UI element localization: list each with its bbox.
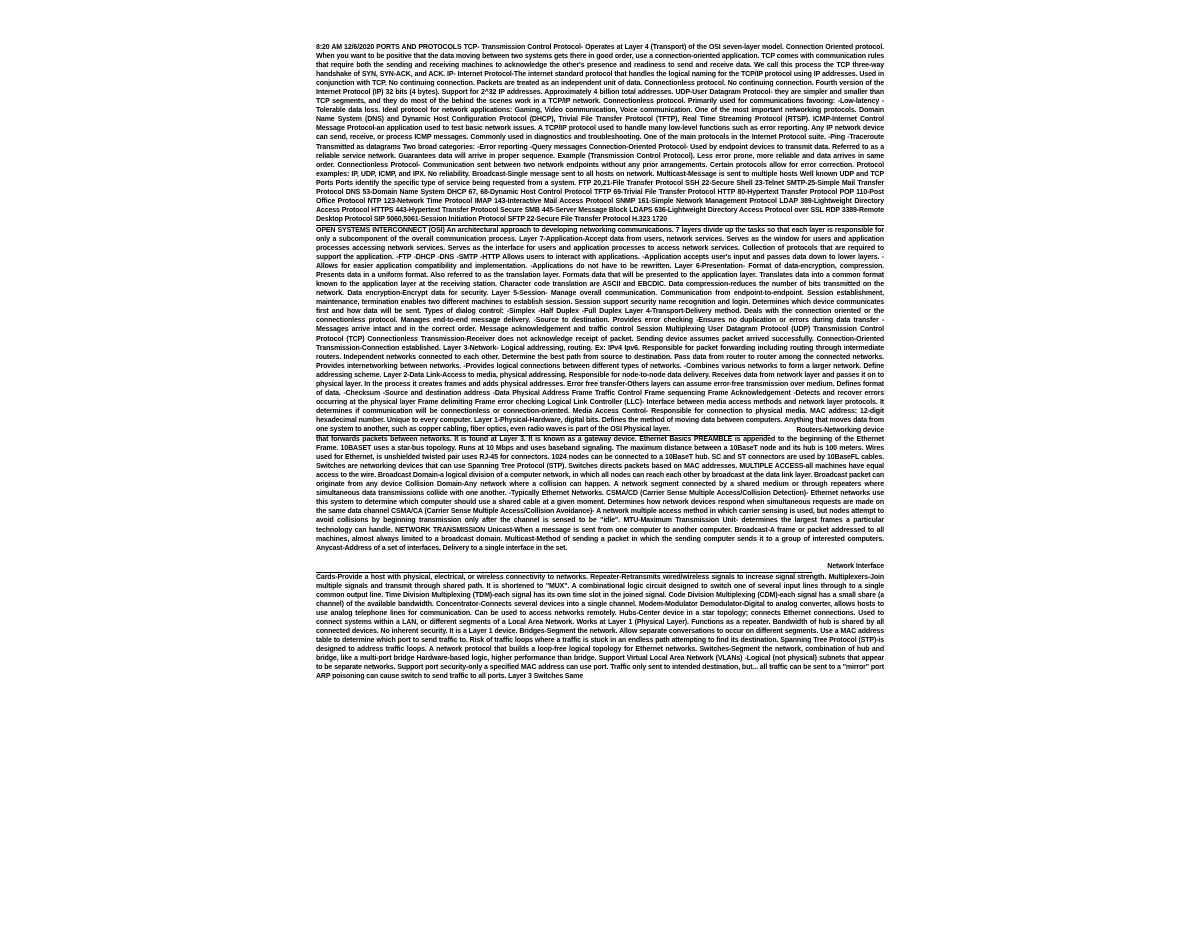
paragraph-tcp-ip: TCP- Transmission Control Protocol- Operates at Layer 4 (Transport) of the OSI seven-layer model. Connection Oriented protocol. When you want to be positive that the data moving between two systems gets there in good order, use a connection-oriented application. TCP comes with communication rules that require both the sending and receiving machines to acknowledge the other's presence and readiness to send and receive data. We call this process the TCP three-way handshake of SYN, SYN-ACK, and ACK. IP- Internet Protocol-The internet standard protocol that handles the logical naming for the TCP/IP protocol using IP addresses. Used in conjunction with TCP. No continuing connection. Packets are treated as an independent unit of data. Connectionless protocol. No continuing connection. Fourth version of the Internet Protocol (IP) 32 bits (4 bytes). Support for 2^32 IP addresses. Approximately 4 billion total addresses. UDP-User Datagram Protocol- they are simpler and smaller than TCP segments, and they do most of the behind the scenes work in a TCP/IP network. Connectionless protocol. Primarily used for communications favoring: -Low-latency -Tolerable data loss. Ideal protocol for network applications: Gaming, Video communication, Voice communication. One of the most important networking protocols. Domain Name System (DNS) and Dynamic Host Configuration Protocol (DHCP), Trivial File Transfer Protocol (TFTP), Real Time Streaming Protocol (RTSP). ICMP-Internet Control Message Protocol-an application used to test basic network issues. A TCP/IP protocol used to handle many low-level functions such as error reporting. Any IP network device can send, receive, or process ICMP messages. Commonly used in diagnostics and troubleshooting. One of the main protocols in the Internet Protocol suite. -Ping -Traceroute Transmitted as datagrams Two broad categories: -Error reporting -Query messages Connection-Oriented Protocol- Used by endpoint devices to transmit data. Referred to as a reliable service network. Guarantees data will arrive in proper sequence. Example (Transmission Control Protocol). Less error prone, more reliable and data arrives in same order. Connectionless Protocol- Communication sent between two network endpoints without any prior arrangements. Certain protocols allow for error correction. Protocol examples: IP, UDP, ICMP, and IPX. No reliability. Broadcast-Single message sent to all hosts on network. Multicast-Message is sent to multiple hosts Well known UDP and TCP Ports Ports identify the specific type of service being requested from a system. FTP 20,21-File Transfer Protocol SSH 22-Secure Shell 23-Telnet SMTP-25-Simple Mail Transfer Protocol DNS 53-Domain Name System DHCP 67, 68-Dynamic Host Control Protocol TFTP 69-Trivial File Transfer Protocol HTTP 80-Hypertext Transfer Protocol POP 110-Post Office Protocol NTP 123-Network Time Protocol IMAP 143-Interactive Mail Access Protocol SNMP 161-Simple Network Management Protocol LDAP 389-Lightweight Directory Access Protocol HTTPS 443-Hypertext Transfer Protocol Secure SMB 445-Server Message Block LDAPS 636-Lightweight Directory Access Protocol over SSL RDP 3389-Remote Desktop Protocol SIP 5060,5061-Session Initiation Protocol SFTP 22-Secure File Transfer Protocol H.323 1720: [316, 44, 884, 223]
paragraph-routers-ethernet: that forwards packets between networks. It is found at Layer 3. It is known as a gateway device. Ethernet Basics PREAMBLE is appended to the beginning of the Ethernet Frame. 10BASET uses a star-bus topology. Runs at 10 Mbps and uses baseband signaling. The maximum distance between a 10BaseT node and its hub is 100 meters. Wires used for Ethernet, is unshielded twisted pair uses RJ-45 for connectors. 1024 nodes can be connected to a 10BaseT hub. SC and ST connectors are used by 10BaseFL cables. Switches are networking devices that can use Spanning Tree Protocol (STP). Switches directs packets based on MAC addresses. MULTIPLE ACCESS-all machines have equal access to the wire. Broadcast Domain-a logical division of a computer network, in which all nodes can reach each other by broadcast at the data link layer. Broadcast packet can originate from any device Collision Domain-Any network where a collision can happen. A network segment connected by a shared medium or through repeaters where simultaneous data transmissions collide with one another. -Typically Ethernet Networks. CSMA/CD (Carrier Sense Multiple Access/Collision Detection)- Ethernet networks use this system to determine which computer should use a shared cable at a given moment. Determines how network devices respond when simultaneous requests are made on the same data channel CSMA/CA (Carrier Sense Multiple Access/Collision Avoidance)- A network multiple access method in which carrier sensing is used, but nodes attempt to avoid collisions by beginning transmission only after the channel is sensed to be "idle". MTU-Maximum Transmission Unit- determines the largest frames a particular technology can handle. NETWORK TRANSMISSION Unicast-When a message is sent from one computer to another computer. Broadcast-A frame or packet addressed to all machines, almost always limited to a broadcast domain. Multicast-Method of sending a packet in which the sending computer sends it to a group of interested computers. Anycast-Address of a set of interfaces. Delivery to a single interface in the set.: [316, 436, 884, 552]
section-ports-protocols: [316, 43, 884, 224]
heading-routers: Routers-Networking device: [796, 427, 884, 435]
document-header: 8:20 AM 12/6/2020 PORTS AND PROTOCOLS: [316, 44, 462, 51]
heading-network-interface: Network Interface: [827, 562, 884, 570]
paragraph-osi: OPEN SYSTEMS INTERCONNECT (OSI) An architectural approach to developing networking communications. 7 layers divide up the tasks so that each layer is responsible for only a subcomponent of the overall communication process. Layer 7-Application-Accept data from users, network services. Serves as the window for users and application processes accessing network services. Serves as the interface for users and application processes to access network services. Collection of protocols that are required to support the application. -FTP -DHCP -DNS -SMTP -HTTP Allows users to interact with applications. -Application accepts user's input and passes data down to lower layers. -Allows for easier application compatibility and implementation. -Applications do not have to be rewritten. Layer 6-Presentation- Format of data-encryption, compression. Presents data in a uniform format. Also referred to as the translation layer. Formats data that will be presented to the application layer. Translates data into a common format known to the application layer at the receiving station. Character code translation are ASCII and EBCDIC. Data compression-reduces the number of bits transmitted on the network. Data encryption-Encrypt data for security. Layer 5-Session- Manage overall communication. Communication from endpoint-to-endpoint. Session establishment, maintenance, termination enables two different machines to establish session. Session support security name recognition and login. Determines which device communicates first and how data will be sent. Types of dialog control: -Simplex -Half Duplex -Full Duplex Layer 4-Transport-Delivery method. Deals with the connection oriented or the connectionless protocol. Manages end-to-end message delivery. -Source to destination. Provides error checking -Ensures no duplication or errors during data transfer -Messages arrive intact and in the correct order. Message acknowledgement and traffic control Session Multiplexing User Datagram Protocol (UDP) Transmission Control Protocol (TCP) Connectionless Transmission-Receiver does not acknowledge receipt of packet. Sending device assumes packet arrived successfully. Connection-Oriented Transmission-Connection established. Layer 3-Network- Logical addressing, routing. Ex: IPv4 Ipv6. Responsible for packet forwarding including routing through intermediate routers. Independent networks connected to each other. Determine the best path from source to destination. Pass data from router to router among the connected networks. Provides internetworking between networks. -Provides logical connections between different types of networks. -Combines various networks to form a larger network. Define addressing scheme. Layer 2-Data Link-Access to media, physical addressing. Responsible for node-to-node data delivery. Receives data from network layer and passes it on to physical layer. In the process it creates frames and adds physical addresses. Error free transfer-Others layers can assume error-free transmission over medium. Defines format of data. -Checksum -Source and destination address -Data Physical Address Frame Traffic Control Frame sequencing Frame Acknowledgement -Detects and recover errors occurring at the physical layer Frame delimiting Frame error checking Logical Link Controller (LLC)- Interface between media access methods and network layer protocols. It determines if communication will be connectionless or connection-oriented. Media Access Control- Responsible for connection to physical media. MAC address: 12-digit hexadecimal number. Unique to every computer. Layer 1-Physical-Hardware, digital bits. Defines the method of moving data between computers. Anything that moves data from one system to another, such as copper cabling, fiber optics, even radio waves is part of the OSI Physical layer.: [316, 226, 884, 433]
document-page: [316, 43, 884, 681]
paragraph-network-devices: Cards-Provide a host with physical, electrical, or wireless connectivity to networks. Repeater-Retransmits wired/wireless signals to increase signal strength. Multiplexers-Join multiple signals and transmit through shared path. It is shortened to "MUX". A combinational logic circuit designed to switch one of several input lines through to a single common output line. Time Division Multiplexing (TDM)-each signal has its own time slot in the joined signal. Code Division Multiplexing (CDM)-each signal has a small share (a channel) of the available bandwidth. Concentrator-Connects several devices into a single channel. Modem-Modulator Demodulator-Digital to analog converter, allows hosts to use analog telephone lines for communication. Can be used to access networks remotely. Hubs-Center device in a star topology; connects Ethernet connections. Used to connect systems within a LAN, or different segments of a Local Area Network. Works at Layer 1 (Physical Layer). Functions as a repeater. Bandwidth of hub is shared by all connected devices. No inherent security. It is a Layer 1 device. Bridges-Segment the network. Allow separate conversations to occur on different segments. Use a MAC address table to determine which port to send traffic to. Risk of traffic loops where a traffic is stuck in an endless path attempting to find its destination. Spanning Tree Protocol (STP)-is designed to address traffic loops. A network protocol that builds a loop-free logical topology for Ethernet networks. Switches-Segment the network, combination of hub and bridge, like a multi-port bridge Hardware-based logic, higher performance than bridge. Support Virtual Local Area Network (VLANs) -Logical (not physical) subnets that appear to be separate networks. Support port security-only a specified MAC address can use port. Traffic only sent to intended destination, but... all traffic can be sent to a "mirror" port ARP poisoning can cause switch to send traffic to all ports. Layer 3 Switches Same: [316, 573, 884, 681]
